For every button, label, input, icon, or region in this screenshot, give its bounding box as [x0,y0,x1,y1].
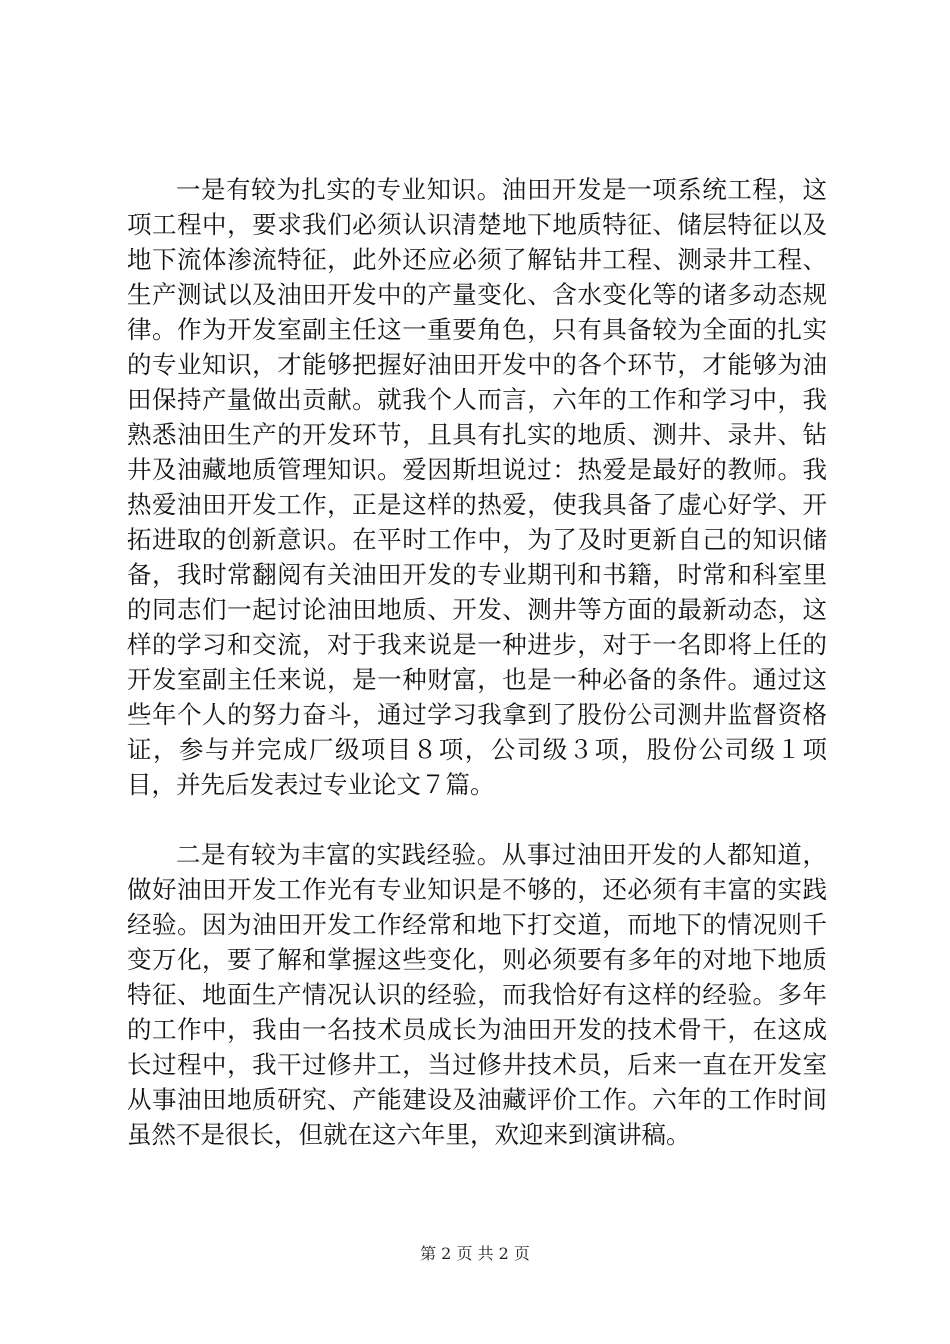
page-footer: 第 2 页 共 2 页 [420,1244,530,1263]
document-body [127,172,827,1152]
paragraph-practical-experience: 二是有较为丰富的实践经验。从事过油田开发的人都知道，做好油田开发工作光有专业知识是不够的，还必须有丰富的实践经验。因为油田开发工作经常和地下打交道，而地下的情况则千变万化，要了解和掌握这些变化，则必须要有多年的对地下地质特征、地面生产情况认识的经验，而我恰好有这样的经验。多年的工作中，我由一名技术员成长为油田开发的技术骨干，在这成长过程中，我干过修井工，当过修井技术员，后来一直在开发室从事油田地质研究、产能建设及油藏评价工作。六年的工作时间虽然不是很长，但就在这六年里，欢迎来到演讲稿。 [127,840,827,1149]
paragraph-professional-knowledge: 一是有较为扎实的专业知识。油田开发是一项系统工程，这项工程中，要求我们必须认识清楚地下地质特征、储层特征以及地下流体渗流特征，此外还应必须了解钻井工程、测录井工程、生产测试以及油田开发中的产量变化、含水变化等的诸多动态规律。作为开发室副主任这一重要角色，只有具备较为全面的扎实的专业知识，才能够把握好油田开发中的各个环节，才能够为油田保持产量做出贡献。就我个人而言，六年的工作和学习中，我熟悉油田生产的开发环节，且具有扎实的地质、测井、录井、钻井及油藏地质管理知识。爱因斯坦说过：热爱是最好的教师。我热爱油田开发工作，正是这样的热爱，使我具备了虚心好学、开拓进取的创新意识。在平时工作中，为了及时更新自己的知识储备，我时常翻阅有关油田开发的专业期刊和书籍，时常和科室里的同志们一起讨论油田地质、开发、测井等方面的最新动态，这样的学习和交流，对于我来说是一种进步，对于一名即将上任的开发室副主任来说，是一种财富，也是一种必备的条件。通过这些年个人的努力奋斗，通过学习我拿到了股份公司测井监督资格证，参与并完成厂级项目８项，公司级３项，股份公司级１项目，并先后发表过专业论文７篇。 [127,175,827,799]
